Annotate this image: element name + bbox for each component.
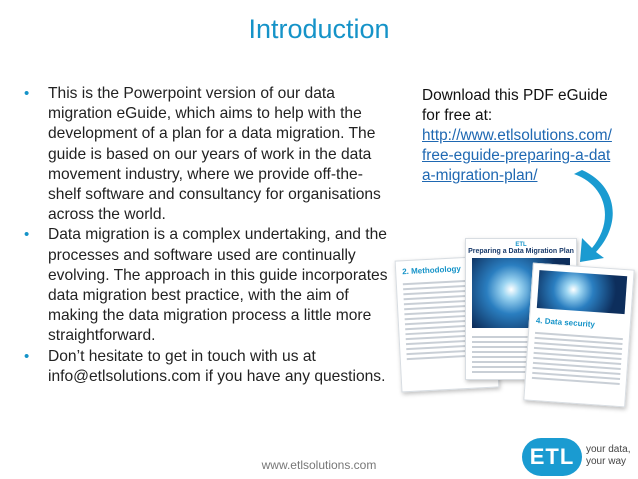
bullet-marker: • — [24, 347, 30, 365]
download-link[interactable]: http://www.etlsolutions.com/free-eguide-preparing-a-data-migration-plan/ — [422, 127, 612, 184]
bullet-text: Don’t hesitate to get in touch with us at info@etlsolutions.com if you have any questions. — [48, 347, 386, 385]
company-logo — [522, 438, 632, 476]
logo-tagline — [586, 444, 630, 468]
bullet-text: Data migration is a complex undertaking, and the processes and software used are continually evolving. The approach in this guide incorporates data migration best practice, with the aim of making the data migration process a little more straightforward. — [48, 226, 388, 345]
slide-title: Introduction — [248, 14, 390, 44]
bullet-marker: • — [24, 85, 30, 102]
bullet-item — [24, 84, 394, 225]
network-image — [537, 270, 627, 314]
doc-banner: Preparing a Data Migration Plan — [468, 248, 574, 255]
doc-thumbnail-security — [523, 263, 634, 408]
logo-tagline-line: your way — [586, 456, 627, 467]
bullet-marker: • — [24, 226, 30, 244]
download-text: Download this PDF eGuide for free at: — [422, 87, 608, 124]
doc-logo: ETL — [515, 242, 527, 248]
bullet-item — [24, 347, 394, 387]
bullet-item — [24, 225, 394, 346]
bullet-text: This is the Powerpoint version of our data migration eGuide, which aims to help with the development of a plan for a data migration. The guide is based on our years of work in the data movement industry, where we provide off-the-shelf software and consultancy for organisations across the world. — [48, 85, 381, 224]
doc-heading: 2. Methodology — [401, 264, 462, 277]
logo-tagline-line: your data, — [586, 444, 631, 455]
doc-heading: 4. Data security — [535, 315, 596, 330]
bullet-list — [24, 84, 394, 387]
logo-mark: ETL — [522, 438, 582, 476]
footer-url: www.etlsolutions.com — [261, 458, 377, 472]
doc-text-lines — [525, 327, 629, 391]
